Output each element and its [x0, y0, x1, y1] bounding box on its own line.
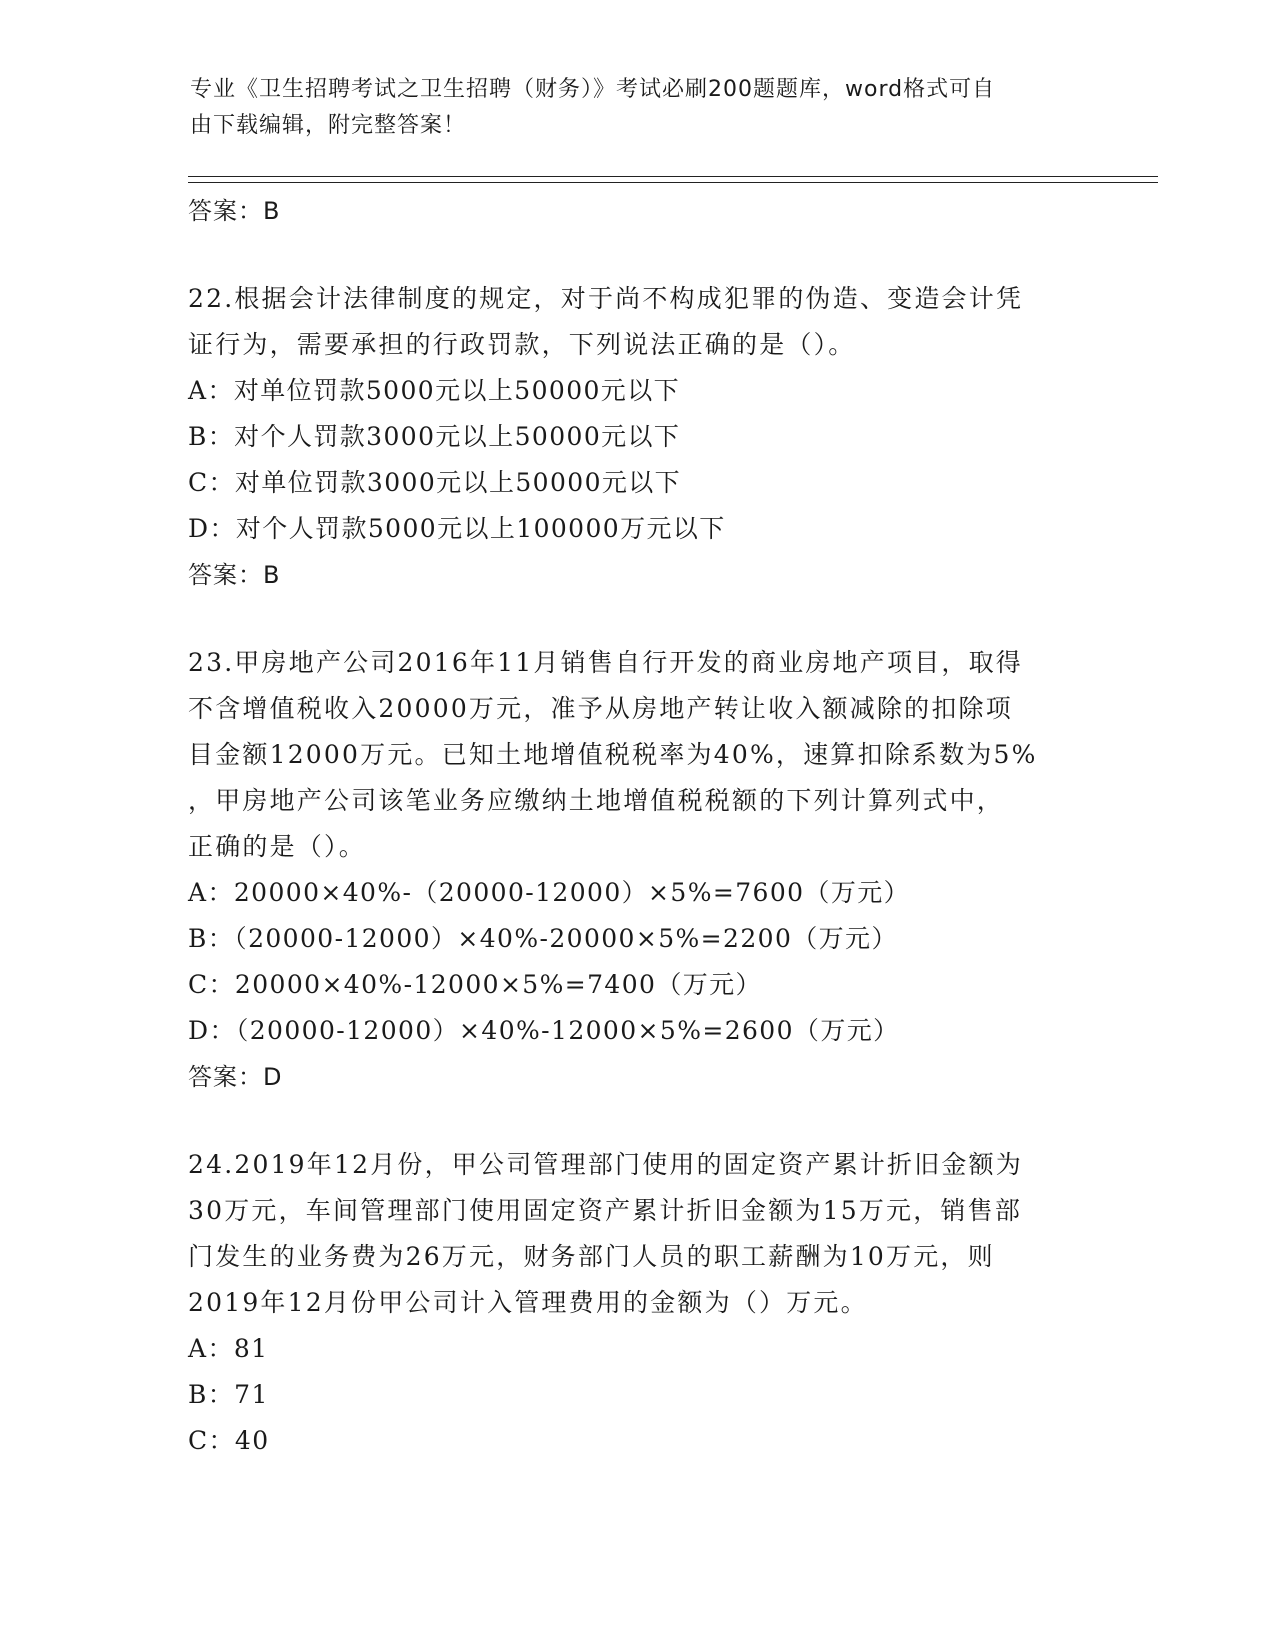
stem-line: 30万元，车间管理部门使用固定资产累计折旧金额为15万元，销售部 [188, 1196, 1023, 1225]
header-line-2: 由下载编辑，附完整答案！ [190, 113, 467, 138]
option-c: C：40 [188, 1426, 270, 1455]
document-body [188, 188, 1088, 1464]
header-line-1: 专业《卫生招聘考试之卫生招聘（财务）》考试必刷200题题库，word格式可自 [190, 77, 996, 102]
option-b: B：对个人罚款3000元以上50000元以下 [188, 422, 681, 451]
question-22 [188, 276, 1088, 598]
stem-line: 正确的是（）。 [188, 832, 366, 861]
stem-line: 门发生的业务费为26万元，财务部门人员的职工薪酬为10万元，则 [188, 1242, 995, 1271]
stem-line: 23.甲房地产公司2016年11月销售自行开发的商业房地产项目，取得 [188, 648, 1023, 677]
stem-line: 24.2019年12月份，甲公司管理部门使用的固定资产累计折旧金额为 [188, 1150, 1023, 1179]
question-stem [188, 640, 1088, 870]
previous-answer: 答案：B [188, 197, 281, 225]
option-d: D：（20000-12000）×40%-12000×5%=2600（万元） [188, 1016, 900, 1045]
stem-line: 目金额12000万元。已知土地增值税税率为40%，速算扣除系数为5% [188, 740, 1038, 769]
option-d: D：对个人罚款5000元以上100000万元以下 [188, 514, 726, 543]
stem-line: 2019年12月份甲公司计入管理费用的金额为（）万元。 [188, 1288, 868, 1317]
page-header [190, 72, 1090, 144]
header-rule-bottom [188, 182, 1158, 183]
option-b: B：（20000-12000）×40%-20000×5%=2200（万元） [188, 924, 898, 953]
option-a: A：对单位罚款5000元以上50000元以下 [188, 376, 681, 405]
stem-line: 证行为，需要承担的行政罚款，下列说法正确的是（）。 [188, 330, 856, 359]
option-a: A：81 [188, 1334, 269, 1363]
question-23 [188, 640, 1088, 1100]
answer-line: 答案：D [188, 1063, 283, 1091]
stem-line: 不含增值税收入20000万元，准予从房地产转让收入额减除的扣除项 [188, 694, 1013, 723]
stem-line: ，甲房地产公司该笔业务应缴纳土地增值税税额的下列计算列式中， [188, 786, 1005, 815]
header-rule-top [188, 176, 1158, 177]
stem-line: 22.根据会计法律制度的规定，对于尚不构成犯罪的伪造、变造会计凭 [188, 284, 1024, 313]
option-c: C：对单位罚款3000元以上50000元以下 [188, 468, 682, 497]
question-stem [188, 1142, 1088, 1326]
question-24 [188, 1142, 1088, 1464]
option-c: C：20000×40%-12000×5%=7400（万元） [188, 970, 762, 999]
option-b: B：71 [188, 1380, 269, 1409]
question-stem [188, 276, 1088, 368]
answer-line: 答案：B [188, 561, 281, 589]
option-a: A：20000×40%-（20000-12000）×5%=7600（万元） [188, 878, 911, 907]
